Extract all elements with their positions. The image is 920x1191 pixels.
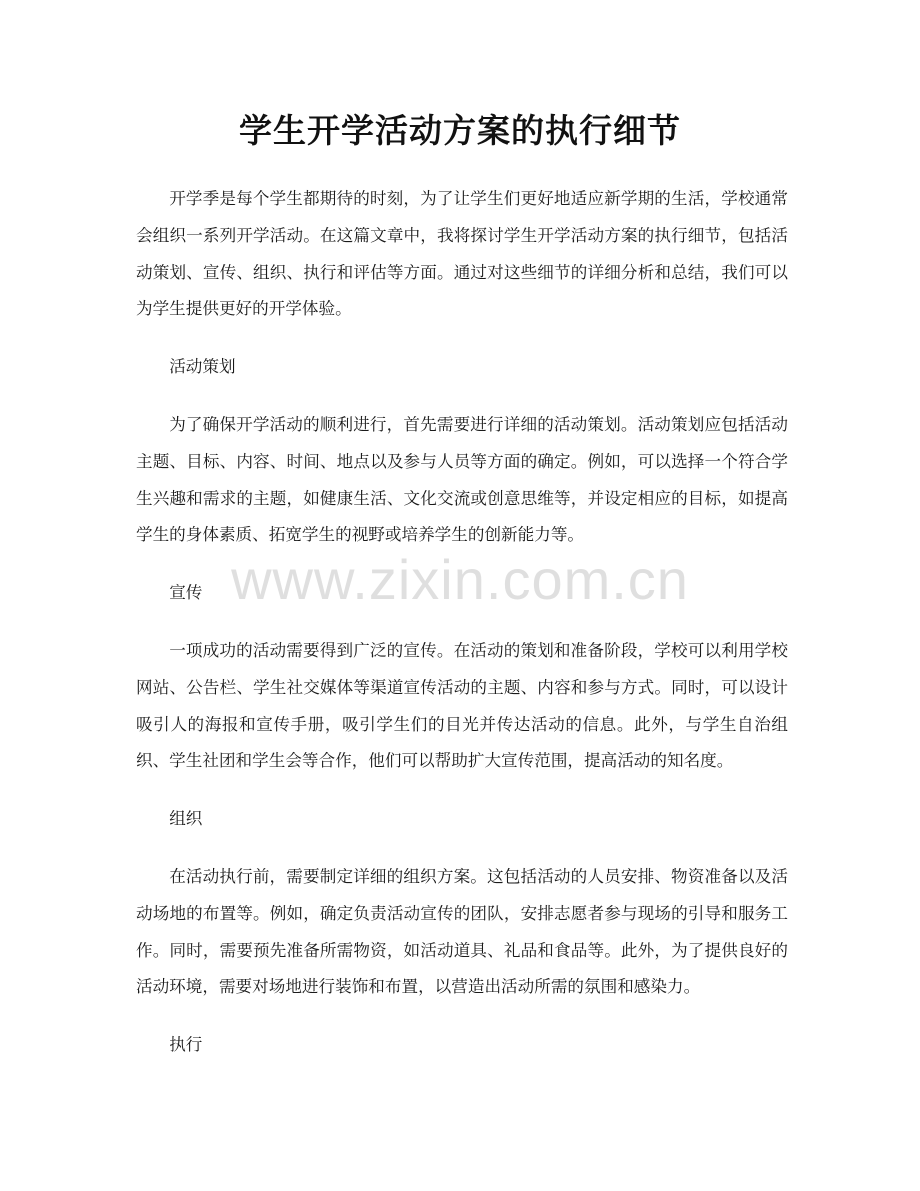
page-title: 学生开学活动方案的执行细节 bbox=[239, 111, 681, 150]
section-paragraph-publicity: 一项成功的活动需要得到广泛的宣传。在活动的策划和准备阶段，学校可以利用学校网站、公告栏、学生社交媒体等渠道宣传活动的主题、内容和参与方式。同时，可以设计吸引人的海报和宣传手册，吸引学生们的目光并传达活动的信息。此外，与学生自治组织、学生社团和学生会等合作，他们可以帮助扩大宣传范围，提高活动的知名度。 bbox=[136, 640, 788, 771]
document-body bbox=[136, 181, 788, 1085]
section-heading-planning: 活动策划 bbox=[169, 357, 236, 377]
watermark: www.zixin.com.cn bbox=[231, 548, 689, 611]
section-paragraph-planning: 为了确保开学活动的顺利进行，首先需要进行详细的活动策划。活动策划应包括活动主题、目标、内容、时间、地点以及参与人员等方面的确定。例如，可以选择一个符合学生兴趣和需求的主题，如健康生活、文化交流或创意思维等，并设定相应的目标，如提高学生的身体素质、拓宽学生的视野或培养学生的创新能力等。 bbox=[136, 414, 788, 545]
section-heading-execution: 执行 bbox=[169, 1035, 203, 1055]
section-heading-publicity: 宣传 bbox=[169, 583, 203, 603]
intro-paragraph: 开学季是每个学生都期待的时刻，为了让学生们更好地适应新学期的生活，学校通常会组织一系列开学活动。在这篇文章中，我将探讨学生开学活动方案的执行细节，包括活动策划、宣传、组织、执行和评估等方面。通过对这些细节的详细分析和总结，我们可以为学生提供更好的开学体验。 bbox=[136, 189, 788, 319]
section-heading-organization: 组织 bbox=[169, 809, 203, 829]
section-paragraph-organization: 在活动执行前，需要制定详细的组织方案。这包括活动的人员安排、物资准备以及活动场地的布置等。例如，确定负责活动宣传的团队，安排志愿者参与现场的引导和服务工作。同时，需要预先准备所需物资，如活动道具、礼品和食品等。此外，为了提供良好的活动环境，需要对场地进行装饰和布置，以营造出活动所需的氛围和感染力。 bbox=[136, 866, 788, 997]
